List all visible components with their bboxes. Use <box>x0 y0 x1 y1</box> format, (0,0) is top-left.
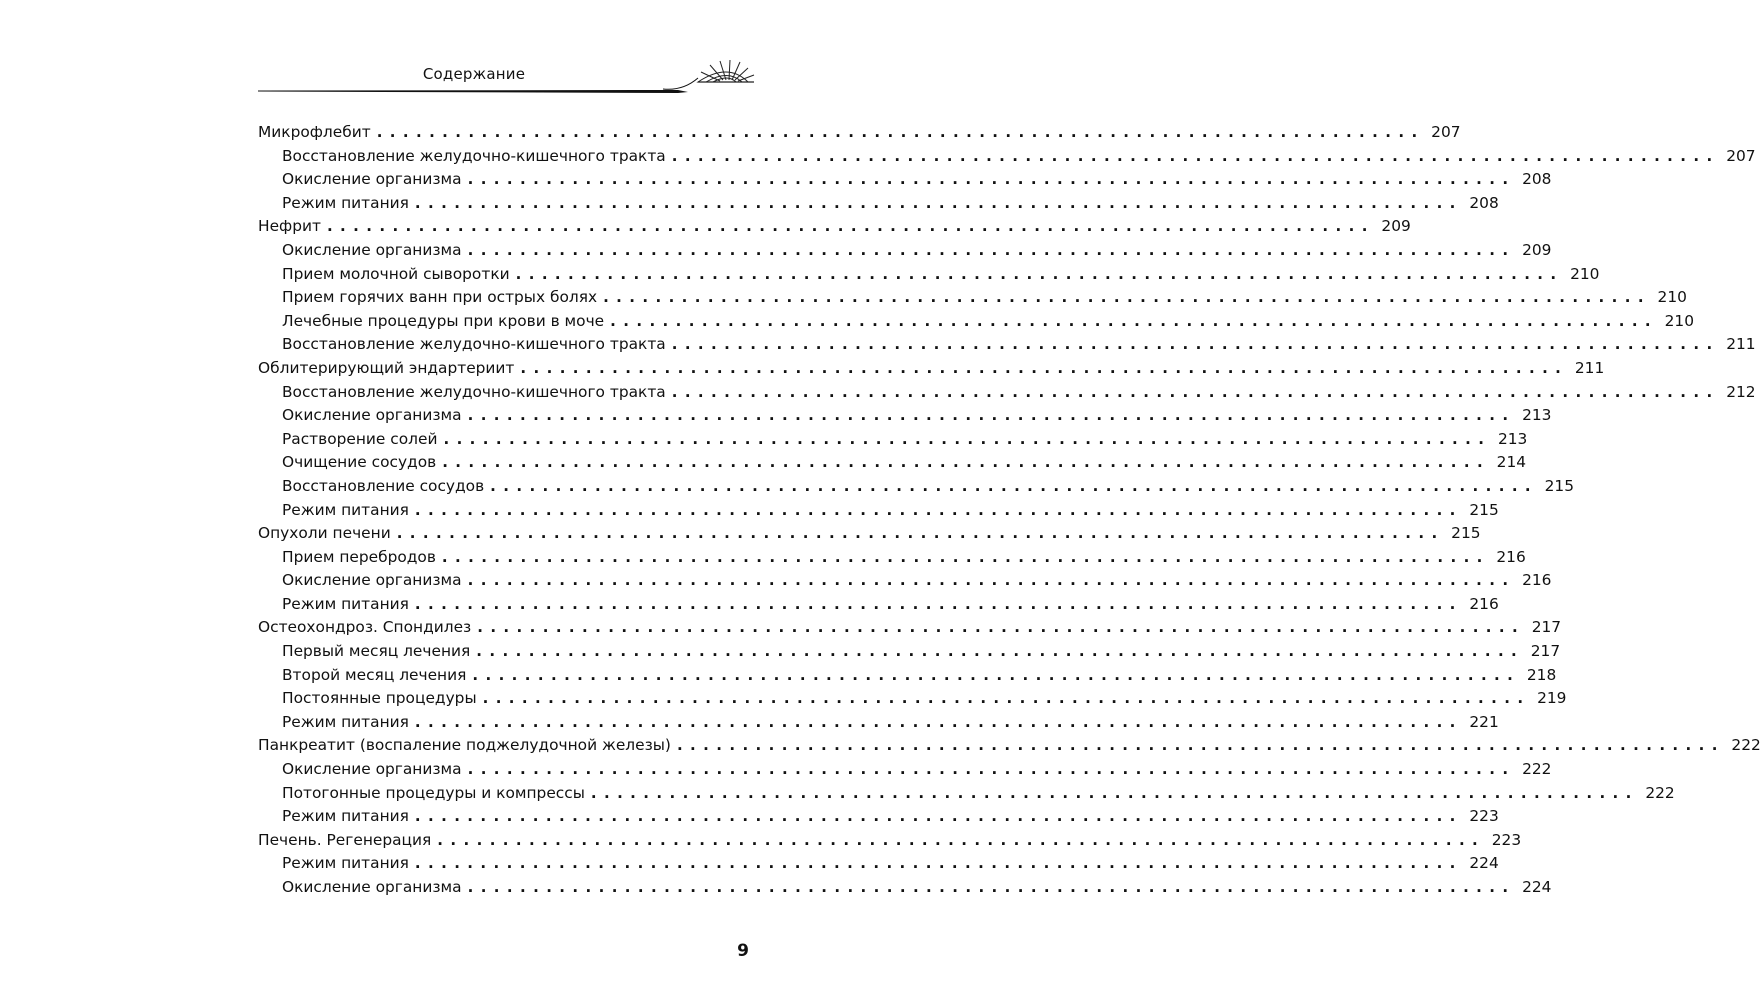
toc-section-entry <box>258 263 1600 287</box>
toc-dot-leader: ................................................................................ <box>467 760 1516 779</box>
toc-dot-leader: ................................................................................ <box>441 547 1490 566</box>
running-header <box>258 60 758 110</box>
toc-entry-title: Восстановление желудочно-кишечного тракта <box>282 335 666 354</box>
toc-section-entry <box>258 640 1561 664</box>
toc-entry-page: 223 <box>1469 807 1499 826</box>
toc-dot-leader: ................................................................................ <box>482 689 1531 708</box>
toc-entry-page: 216 <box>1496 547 1526 566</box>
toc-entry-title: Первый месяц лечения <box>282 642 471 661</box>
toc-section-entry <box>258 310 1695 334</box>
toc-entry-page: 218 <box>1526 665 1557 684</box>
toc-entry-page: 217 <box>1531 618 1562 637</box>
toc-entry-title: Остеохондроз. Спондилез <box>258 618 472 637</box>
table-of-contents <box>258 121 1761 900</box>
toc-entry-title: Восстановление желудочно-кишечного тракта <box>282 146 666 165</box>
toc-dot-leader: ................................................................................ <box>671 335 1720 354</box>
toc-entry-title: Восстановление сосудов <box>282 476 485 495</box>
toc-entry-title: Окисление организма <box>282 170 462 189</box>
toc-dot-leader: ................................................................................ <box>326 217 1375 236</box>
toc-entry-page: 221 <box>1469 712 1499 731</box>
toc-entry-page: 207 <box>1431 123 1461 141</box>
toc-entry-page: 211 <box>1726 335 1756 354</box>
toc-entry-page: 216 <box>1522 571 1552 590</box>
toc-section-entry <box>258 239 1552 263</box>
toc-section-entry <box>258 782 1675 806</box>
header-title: Содержание <box>422 65 526 83</box>
toc-entry-page: 213 <box>1522 406 1552 425</box>
toc-entry-page: 223 <box>1491 830 1522 849</box>
toc-entry-page: 224 <box>1469 854 1499 873</box>
toc-entry-title: Панкреатит (воспаление поджелудочной железы) <box>258 736 671 755</box>
toc-entry-title: Опухоли печени <box>258 524 391 543</box>
toc-section-entry <box>258 593 1499 617</box>
toc-entry-title: Окисление организма <box>282 406 462 425</box>
toc-dot-leader: ................................................................................ <box>671 146 1720 165</box>
toc-chapter-entry <box>258 734 1761 758</box>
toc-entry-page: 210 <box>1664 311 1695 330</box>
toc-entry-title: Режим питания <box>282 712 409 731</box>
toc-dot-leader: ................................................................................ <box>437 830 1486 849</box>
toc-entry-title: Нефрит <box>258 217 321 236</box>
page-number: 9 <box>737 941 749 961</box>
toc-entry-page: 209 <box>1381 217 1411 236</box>
toc-dot-leader: ................................................................................ <box>442 453 1491 472</box>
toc-dot-leader: ................................................................................ <box>467 878 1516 896</box>
toc-entry-page: 219 <box>1537 689 1567 708</box>
toc-entry-page: 224 <box>1522 878 1552 896</box>
toc-section-entry <box>258 499 1499 523</box>
toc-entry-title: Режим питания <box>282 193 409 212</box>
toc-section-entry <box>258 805 1499 829</box>
toc-entry-page: 213 <box>1497 429 1528 448</box>
toc-dot-leader: ................................................................................ <box>476 642 1525 661</box>
toc-dot-leader: ................................................................................ <box>396 524 1445 543</box>
toc-section-entry <box>258 711 1499 735</box>
toc-entry-title: Окисление организма <box>282 240 462 259</box>
toc-entry-page: 215 <box>1469 500 1499 519</box>
toc-dot-leader: ................................................................................ <box>414 712 1463 731</box>
toc-entry-title: Режим питания <box>282 500 409 519</box>
toc-dot-leader: ................................................................................ <box>376 123 1425 141</box>
toc-dot-leader: ................................................................................ <box>515 264 1564 283</box>
toc-dot-leader: ................................................................................ <box>414 807 1463 826</box>
toc-entry-page: 216 <box>1469 594 1499 613</box>
toc-section-entry <box>258 333 1756 357</box>
toc-dot-leader: ................................................................................ <box>520 358 1569 377</box>
toc-entry-page: 207 <box>1726 146 1756 165</box>
toc-entry-title: Второй месяц лечения <box>282 665 467 684</box>
toc-section-entry <box>258 404 1552 428</box>
toc-entry-page: 215 <box>1544 476 1575 495</box>
toc-chapter-entry <box>258 829 1522 853</box>
toc-entry-title: Микрофлебит <box>258 123 371 141</box>
toc-entry-title: Облитерирующий эндартериит <box>258 358 515 377</box>
toc-dot-leader: ................................................................................ <box>467 571 1516 590</box>
toc-dot-leader: ................................................................................ <box>467 406 1516 425</box>
toc-dot-leader: ................................................................................ <box>472 665 1521 684</box>
toc-dot-leader: ................................................................................ <box>490 476 1539 495</box>
toc-chapter-entry <box>258 522 1481 546</box>
toc-dot-leader: ................................................................................ <box>676 736 1725 755</box>
toc-dot-leader: ................................................................................ <box>467 240 1516 259</box>
toc-dot-leader: ................................................................................ <box>443 429 1492 448</box>
toc-entry-title: Растворение солей <box>282 429 438 448</box>
toc-entry-title: Окисление организма <box>282 878 462 896</box>
toc-section-entry <box>258 286 1687 310</box>
toc-entry-page: 210 <box>1570 264 1600 283</box>
toc-entry-title: Постоянные процедуры <box>282 689 477 708</box>
toc-entry-title: Прием горячих ванн при острых болях <box>282 288 598 307</box>
toc-entry-page: 210 <box>1657 288 1687 307</box>
toc-chapter-entry <box>258 357 1605 381</box>
toc-entry-page: 222 <box>1731 736 1761 755</box>
toc-entry-page: 215 <box>1451 524 1481 543</box>
toc-section-entry <box>258 664 1557 688</box>
toc-entry-title: Лечебные процедуры при крови в моче <box>282 311 605 330</box>
toc-entry-title: Режим питания <box>282 594 409 613</box>
toc-chapter-entry <box>258 121 1461 145</box>
toc-section-entry <box>258 876 1552 900</box>
toc-section-entry <box>258 192 1499 216</box>
toc-section-entry <box>258 687 1567 711</box>
toc-chapter-entry <box>258 215 1411 239</box>
toc-entry-page: 222 <box>1645 783 1675 802</box>
toc-dot-leader: ................................................................................ <box>414 594 1463 613</box>
toc-entry-page: 217 <box>1530 642 1561 661</box>
toc-dot-leader: ................................................................................ <box>590 783 1639 802</box>
toc-dot-leader: ................................................................................ <box>671 382 1720 401</box>
sun-rays-ornament-icon <box>698 60 754 82</box>
toc-section-entry <box>258 168 1552 192</box>
toc-section-entry <box>258 475 1575 499</box>
toc-entry-page: 214 <box>1496 453 1527 472</box>
toc-section-entry <box>258 758 1552 782</box>
toc-section-entry <box>258 145 1756 169</box>
toc-section-entry <box>258 451 1527 475</box>
toc-dot-leader: ................................................................................ <box>414 500 1463 519</box>
toc-entry-page: 222 <box>1522 760 1552 779</box>
toc-dot-leader: ................................................................................ <box>610 311 1659 330</box>
toc-entry-title: Режим питания <box>282 807 409 826</box>
toc-entry-page: 212 <box>1726 382 1756 401</box>
toc-entry-page: 209 <box>1522 240 1552 259</box>
toc-section-entry <box>258 852 1499 876</box>
toc-entry-title: Окисление организма <box>282 571 462 590</box>
toc-entry-title: Восстановление желудочно-кишечного тракта <box>282 382 666 401</box>
toc-entry-page: 208 <box>1469 193 1499 212</box>
toc-section-entry <box>258 381 1756 405</box>
toc-entry-title: Окисление организма <box>282 760 462 779</box>
toc-entry-title: Очищение сосудов <box>282 453 437 472</box>
toc-dot-leader: ................................................................................ <box>414 854 1463 873</box>
toc-dot-leader: ................................................................................ <box>414 193 1463 212</box>
toc-entry-page: 208 <box>1522 170 1552 189</box>
toc-entry-title: Прием молочной сыворотки <box>282 264 510 283</box>
toc-entry-page: 211 <box>1574 358 1605 377</box>
toc-dot-leader: ................................................................................ <box>467 170 1516 189</box>
toc-dot-leader: ................................................................................ <box>603 288 1651 307</box>
toc-section-entry <box>258 428 1528 452</box>
toc-section-entry <box>258 569 1552 593</box>
toc-chapter-entry <box>258 616 1562 640</box>
toc-entry-title: Режим питания <box>282 854 409 873</box>
toc-entry-title: Печень. Регенерация <box>258 830 432 849</box>
toc-entry-title: Прием перебродов <box>282 547 436 566</box>
toc-section-entry <box>258 546 1526 570</box>
toc-entry-title: Потогонные процедуры и компрессы <box>282 783 585 802</box>
toc-dot-leader: ................................................................................ <box>477 618 1526 637</box>
